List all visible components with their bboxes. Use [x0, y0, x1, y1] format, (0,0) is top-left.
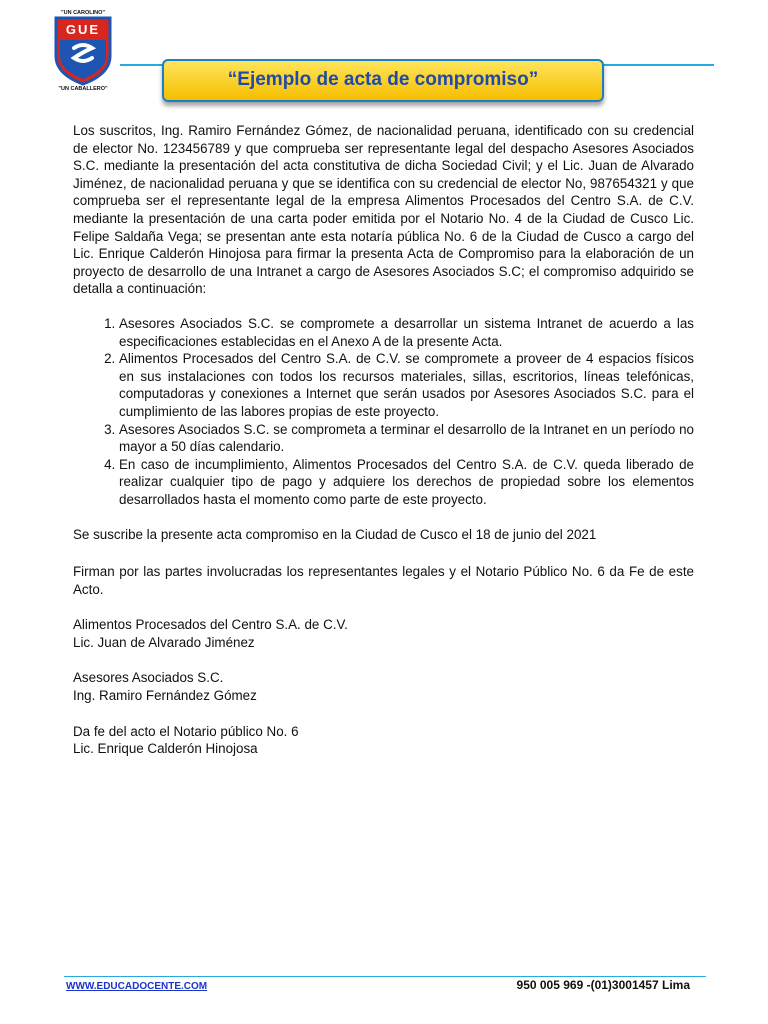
list-item: 3. Asesores Asociados S.C. se comprometa a terminar el desarrollo de la Intranet en un período no mayor a 50 días calendario. [119, 421, 694, 456]
signatories-statement: Firman por las partes involucradas los representantes legales y el Notario Público No. 6 da Fe de este Acto. [73, 564, 694, 597]
intro-paragraph: Los suscritos, Ing. Ramiro Fernández Gómez, de nacionalidad peruana, identificado con su credencial de elector No. 123456789 y que comprueba ser representante legal del despacho Asesores Asociados S.C. mediante la presentación del acta constitutiva de dicha Sociedad Civil; y el Lic. Juan de Alvarado Jiménez, de nacionalidad peruana y que se identifica con su credencial de elector No, 987654321 y que comprueba ser el representante legal de la empresa Alimentos Procesados del Centro S.A. de C.V. mediante la presentación de una carta poder emitida por el Notario No. 4 de la Ciudad de Cusco Lic. Felipe Saldaña Vega; se presentan ante esta notaría pública No. 6 de la Ciudad de Cusco a cargo del Lic. Enrique Calderón Hinojosa para firmar la presenta Acta de Compromiso para la elaboración de un proyecto de desarrollo de una Intranet a cargo de Asesores Asociados S.C; el compromiso adquirido se detalla a continuación: [73, 123, 694, 297]
footer-contact [517, 978, 690, 992]
document-body [73, 122, 694, 758]
list-item: 4. En caso de incumplimiento, Alimentos Procesados del Centro S.A. de C.V. queda liberado de realizar cualquier tipo de pago y adquiere los derechos de propiedad sobre los elementos desarrollados hasta el momento como parte de este proyecto. [119, 456, 694, 509]
phone-number: 950 005 969 -(01)3001457 [516, 978, 659, 992]
signatory-1-company: Alimentos Procesados del Centro S.A. de C.V. [73, 617, 348, 633]
list-item: 2. Alimentos Procesados del Centro S.A. de C.V. se compromete a proveer de 4 espacios físicos en sus instalaciones con todos los recursos materiales, sillas, escritorios, líneas telefónicas, computadoras y conexiones a Internet que serán usados por Asesores Asociados S.C. para el cumplimiento de las labores propias de este proyecto. [119, 350, 694, 420]
logo-letters: GUE [65, 22, 101, 37]
notary-name: Lic. Enrique Calderón Hinojosa [73, 741, 258, 757]
logo-top-text: "UN CAROLINO" [60, 10, 106, 16]
list-item: 1. Asesores Asociados S.C. se compromete a desarrollar un sistema Intranet de acuerdo a las especificaciones establecidas en el Anexo A de la presente Acta. [119, 315, 694, 350]
school-logo [52, 6, 114, 92]
logo-bottom-text: "UN CABALLERO" [58, 86, 108, 92]
footer-divider [64, 976, 706, 977]
city-label: Lima [661, 978, 690, 992]
website-link[interactable]: WWW.EDUCADOCENTE.COM [66, 981, 208, 992]
notary-role: Da fe del acto el Notario público No. 6 [73, 723, 299, 739]
signatory-2-company: Asesores Asociados S.C. [73, 670, 224, 686]
signatory-2-name: Ing. Ramiro Fernández Gómez [73, 688, 257, 704]
signatory-1-name: Lic. Juan de Alvarado Jiménez [73, 634, 255, 650]
document-title: “Ejemplo de acta de compromiso” [162, 59, 604, 102]
commitments-list [73, 315, 694, 509]
signing-statement: Se suscribe la presente acta compromiso en la Ciudad de Cusco el 18 de junio del 2021 [73, 527, 597, 543]
